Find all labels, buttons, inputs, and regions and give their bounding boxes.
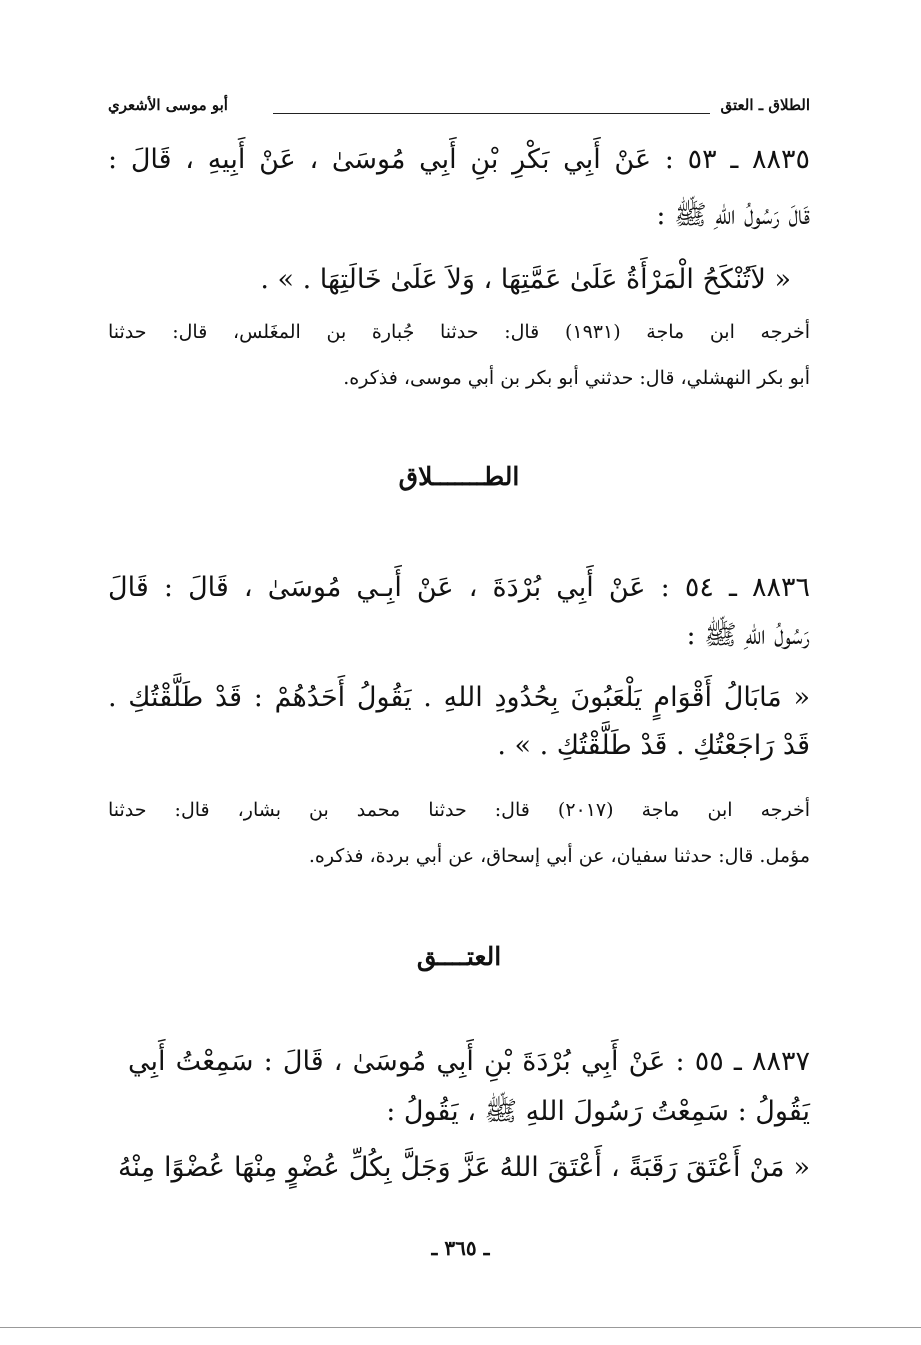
section-heading-itq: العتــــق — [416, 942, 502, 971]
header-companion-name: أبو موسى الأشعري — [108, 96, 228, 114]
hadith-8837-line-2: يَقُولُ : سَمِعْتُ رَسُولَ اللهِ ﷺ ، يَقُولُ : — [386, 1096, 810, 1127]
hadith-8835-line-2: قَالَ رَسُولُ اللهِ ﷺ : — [656, 200, 810, 231]
header-rule — [273, 113, 710, 114]
header-chapter-title: الطلاق ـ العتق — [720, 96, 810, 114]
page-edge-line — [0, 1327, 921, 1328]
page-number: ـ ٣٦٥ ـ — [431, 1236, 490, 1260]
takhrij-8835-line-2: أبو بكر النهشلي، قال: حدثني أبو بكر بن أبي موسى، فذكره. — [343, 367, 810, 389]
section-heading-talaq: الطـــــــلاق — [398, 462, 520, 491]
takhrij-8836-line-2: مؤمل. قال: حدثنا سفيان، عن أبي إسحاق، عن أبي بردة، فذكره. — [308, 845, 810, 867]
hadith-8836-line-2: رَسُولُ اللهِ ﷺ : — [686, 620, 810, 651]
takhrij-8835-line-1: أخرجه ابن ماجة (١٩٣١) قال: حدثنا جُبارة بن المغَلس، قال: حدثنا — [108, 321, 810, 343]
hadith-8837-line-3: « مَنْ أَعْتَقَ رَقَبَةً ، أَعْتَقَ اللهُ عَزَّ وَجَلَّ بِكُلِّ عُضْوٍ مِنْهَا عُضْوًا مِنْهُ — [118, 1152, 810, 1183]
hadith-8837-line-1: ٨٨٣٧ ـ ٥٥ : عَنْ أَبِي بُرْدَةَ بْنِ أَبِي مُوسَىٰ ، قَالَ : سَمِعْتُ أَبِي — [128, 1046, 810, 1077]
takhrij-8836-line-1: أخرجه ابن ماجة (٢٠١٧) قال: حدثنا محمد بن بشار، قال: حدثنا — [108, 799, 811, 821]
hadith-8836-line-1: ٨٨٣٦ ـ ٥٤ : عَنْ أَبِي بُرْدَةَ ، عَنْ أَبِـي مُوسَىٰ ، قَالَ : قَالَ — [108, 572, 811, 603]
hadith-8836-line-4: قَدْ رَاجَعْتُكِ . قَدْ طَلَّقْتُكِ . » . — [497, 730, 810, 761]
hadith-8835-line-1: ٨٨٣٥ ـ ٥٣ : عَنْ أَبِي بَكْرِ بْنِ أَبِي مُوسَىٰ ، عَنْ أَبِيهِ ، قَالَ : — [108, 144, 810, 175]
hadith-8836-line-3: « مَابَالُ أَقْوَامٍ يَلْعَبُونَ بِحُدُودِ اللهِ . يَقُولُ أَحَدُهُمْ : قَدْ طَلَّقْتُكِ . — [108, 682, 810, 713]
running-header — [108, 96, 810, 126]
hadith-8835-line-3: « لاَتُنْكَحُ الْمَرْأَةُ عَلَىٰ عَمَّتِهَا ، وَلاَ عَلَىٰ خَالَتِهَا . » . — [260, 264, 791, 295]
